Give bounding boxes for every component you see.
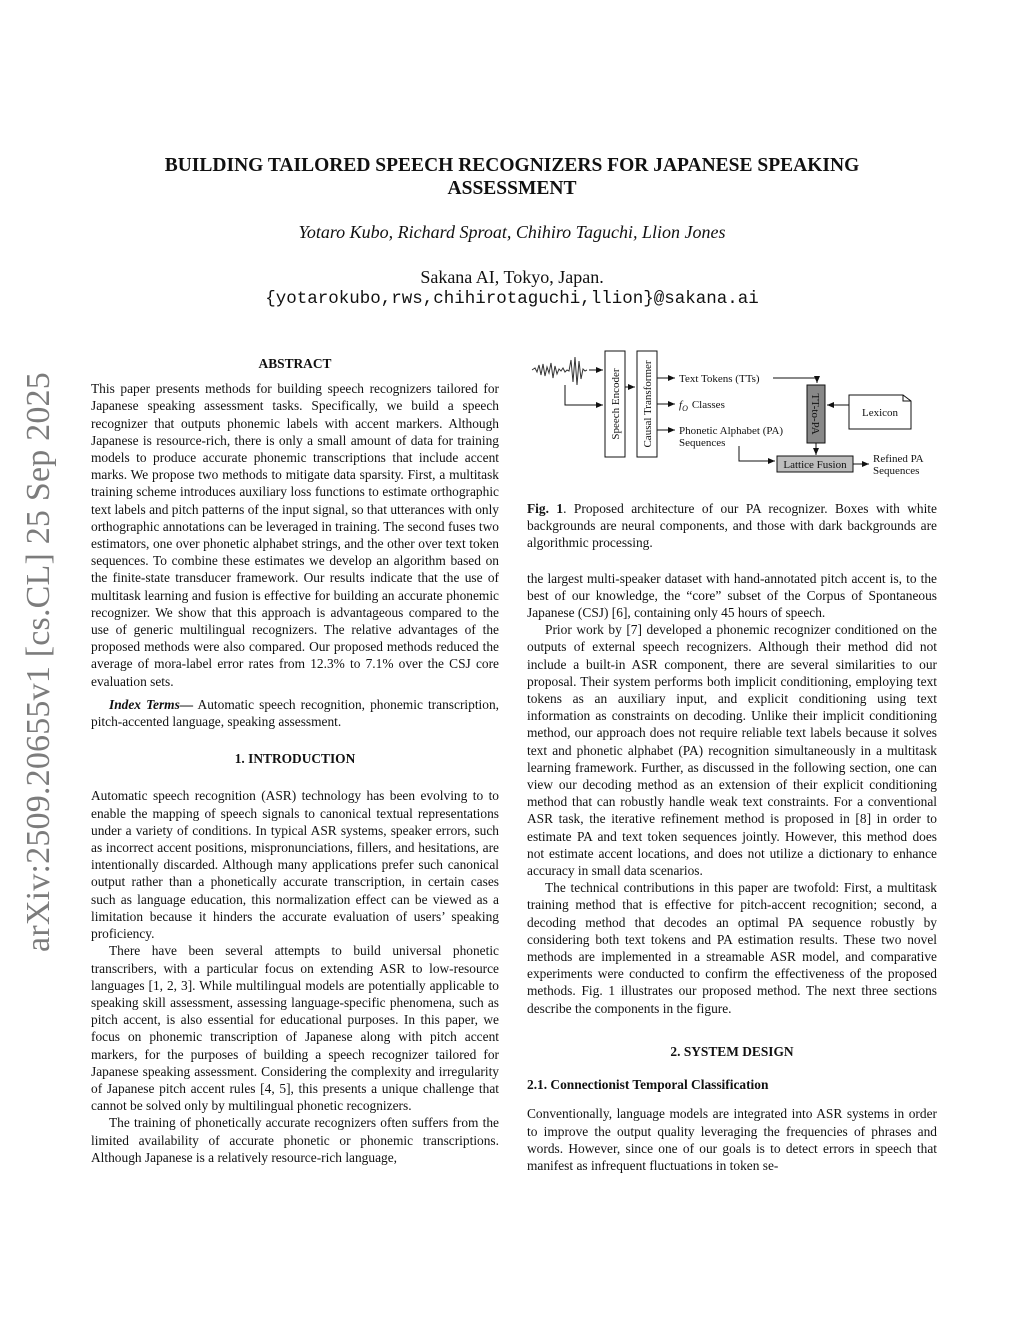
index-terms xyxy=(91,696,499,730)
system-design-heading: 2. SYSTEM DESIGN xyxy=(670,1043,794,1059)
f0-classes-label xyxy=(679,399,725,413)
tt-to-pa-label: TT-to-PA xyxy=(809,393,821,435)
text-tokens-label: Text Tokens (TTs) xyxy=(679,373,760,385)
pa-sequences-line-2: Sequences xyxy=(679,437,726,449)
title-line-2: ASSESSMENT xyxy=(447,178,577,199)
figure-1-caption xyxy=(527,500,937,552)
intro-heading: 1. INTRODUCTION xyxy=(234,751,356,767)
ctc-paragraph-1: Conventionally, language models are integrated into ASR systems in order to improve the output quality leveraging the frequencies of phrases and words. However, since one of our goals is to detect errors in speech that manifest as infrequent fluctuations in token se- xyxy=(527,1106,937,1173)
arxiv-sidebar xyxy=(14,0,64,1325)
figure-1-caption-text: . Proposed architecture of our PA recognizer. Boxes with white backgrounds are neural components, and those with dark backgrounds are algorithmic processing. xyxy=(527,501,937,551)
arxiv-identifier: arXiv:2509.20655v1 [cs.CL] 25 Sep 2025 xyxy=(20,372,57,952)
arrow-pa-to-lattice xyxy=(739,446,775,461)
figure-1-label: Fig. 1 xyxy=(527,501,564,516)
right-column xyxy=(527,500,937,1174)
causal-transformer-label: Causal Transformer xyxy=(642,360,654,448)
index-terms-text: Automatic speech recognition, phonemic transcription, pitch-accented language, speaking assessment. xyxy=(91,696,499,730)
abstract-text: This paper presents methods for building speech recognizers tailored for Japanese speaking assessment tasks. Specifically, we build a speech recognizer that outputs phonemic labels with accent markers. Although Japanese is resource-rich, there is only a small amount of data for training models to produce accurate phonemic transcriptions that include accent marks. We propose two methods to mitigate data sparsity. First, a multitask training scheme introduces auxiliary loss functions to estimate orthographic text labels and pitch patterns of the input signal, so that utterances with only orthographic annotations can be leveraged in training. The second fuses two estimators, one over phonetic alphabet strings, and the other over text token sequences. To combine these estimates we develop an algorithm based on the finite-state transducer framework. Our results indicate that the use of multitask learning and fusion is effective for building an accurate phonemic recognizer. We show that this approach is advantageous compared to the use of generic multilingual recognizers. The relative advantages of the proposed methods were also compared. Our proposed methods reduced the average of mora-label error rates from 12.3% to 7.1% over the CSJ core evaluation sets. xyxy=(91,381,499,689)
index-terms-label: Index Terms— xyxy=(109,696,194,712)
lattice-fusion-label: Lattice Fusion xyxy=(783,459,847,471)
f0-symbol: f xyxy=(679,399,683,411)
abstract-heading: ABSTRACT xyxy=(258,356,332,371)
title-line-1: BUILDING TAILORED SPEECH RECOGNIZERS FOR JAPANESE SPEAKING xyxy=(164,155,860,176)
f0-subscript: O xyxy=(682,404,688,413)
pa-sequences-line-1: Phonetic Alphabet (PA) xyxy=(679,425,784,437)
paper-title xyxy=(120,154,904,200)
author-emails: {yotarokubo,rws,chihirotaguchi,llion}@sakana.ai xyxy=(265,289,759,309)
intro-paragraph-3: The training of phonetically accurate recognizers often suffers from the limited availability of accurate phonetic or phonemic transcriptions. Although Japanese is a relatively resource-rich language, xyxy=(91,1115,499,1165)
authors: Yotaro Kubo, Richard Sproat, Chihiro Taguchi, Llion Jones xyxy=(298,222,726,242)
intro-paragraph-1: Automatic speech recognition (ASR) technology has been evolving to to enable the mapping of speech signals to canonical textual representations under a variety of conditions. In typical ASR systems, speaker errors, such as incorrect accent positions, mispronunciations, fillers, and hesitations, are intentionally discarded. Although many applications prefer such canonical output rather than a phonetically accurate transcription, in certain cases such as language education, this normalization effect can be viewed as a limitation because it hinders the accurate evaluation of users’ speaking proficiency. xyxy=(91,788,499,942)
speech-encoder-label: Speech Encoder xyxy=(610,368,622,440)
refined-pa-line-2: Sequences xyxy=(873,465,920,477)
intro-paragraph-2: There have been several attempts to build universal phonetic transcribers, with a particular focus on extending ASR to low-resource languages [1, 2, 3]. While multilingual models are potentially applicable to speaking skill assessment, assessing language-specific phenomena, such as pitch accent, is also essential for educational purposes. In this paper, we focus on phonemic transcription of Japanese along with pitch accent markers, for the purposes of building a speech recognizer tailored for Japanese speaking assessment. Considering the complexity and irregularity of Japanese pitch accent rules [4, 5], this presents a unique challenge that cannot be solved only by multilingual phonetic recognizers. xyxy=(91,943,499,1114)
intro-paragraph-4: the largest multi-speaker dataset with hand-annotated pitch accent is, to the best of our knowledge, the “core” subset of the Corpus of Spontaneous Japanese (CSJ) [6], containing only 45 hours of speech. xyxy=(527,570,937,621)
lexicon-label: Lexicon xyxy=(861,407,899,419)
ctc-subheading: 2.1. Connectionist Temporal Classification xyxy=(527,1077,769,1093)
refined-pa-line-1: Refined PA xyxy=(873,453,924,465)
left-column xyxy=(91,355,499,1166)
arrow-wave-to-encoder-2 xyxy=(565,385,603,405)
waveform-icon xyxy=(532,357,587,385)
arrow-tt-to-ttpa xyxy=(773,378,817,383)
figure-1-diagram xyxy=(527,345,937,485)
intro-paragraph-5: Prior work by [7] developed a phonemic recognizer conditioned on the outputs of external speech recognizers. Although their method did not include a built-in ASR component, there are several similarities to our proposal. Their system performs both implicit conditioning, employing text tokens as an auxiliary input, and explicit conditioning using text information as constraints on decoding. Unlike their implicit conditioning method, our approach does not require reliable text labels because it solves text and phonetic alphabet (PA) recognition simultaneously in a multitask learning framework. Further, as discussed in the following section, one can view our decoding method as an extension of their explicit conditioning method that can robustly handle weak text constraints. For a conventional ASR task, the iterative refinement method is proposed in [8] in order to estimate PA and text token sequences jointly. However, this method does not estimate accent locations, and does not utilize a dictionary to enhance accuracy in small data scenarios. xyxy=(527,622,937,879)
classes-word: Classes xyxy=(691,399,725,411)
affiliation: Sakana AI, Tokyo, Japan. xyxy=(420,267,604,287)
intro-paragraph-6: The technical contributions in this paper are twofold: First, a multitask training method that is effective for pitch-accent recognition; second, a decoding method that decodes an optimal PA sequence robustly by considering both text tokens and PA estimation results. These two novel methods are implemented in a streamable ASR model, and comparative experiments were conducted to confirm the effectiveness of the proposed methods. Fig. 1 illustrates our proposed method. The next three sections describe the components in the figure. xyxy=(527,880,937,1016)
